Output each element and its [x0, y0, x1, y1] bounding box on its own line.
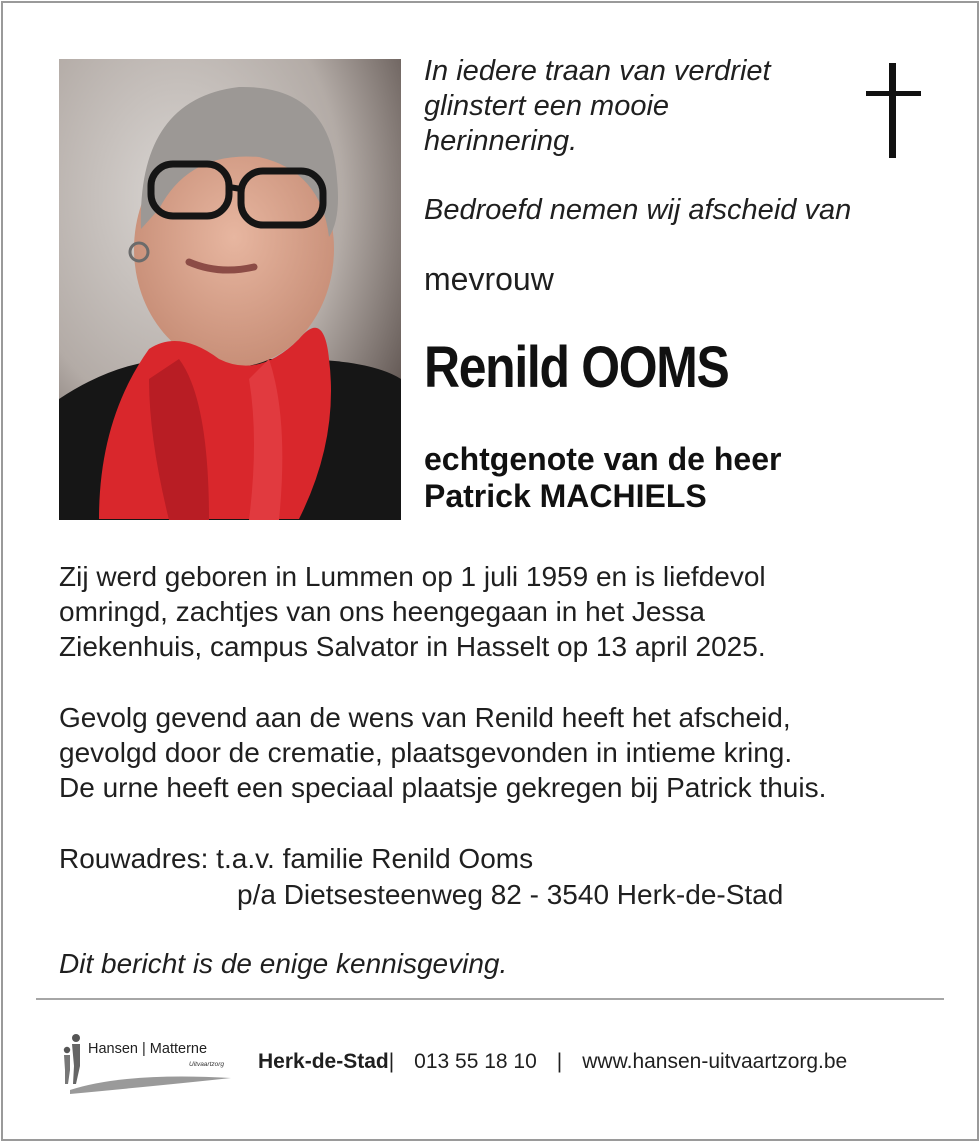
- address-line-2: p/a Dietsesteenweg 82 - 3540 Herk-de-Stad: [237, 879, 784, 910]
- paragraph-farewell: [59, 700, 939, 805]
- address-line-1: Rouwadres: t.a.v. familie Renild Ooms: [59, 843, 534, 874]
- quote-line: herinnering.: [424, 125, 578, 157]
- spouse-line-2: Patrick MACHIELS: [424, 478, 707, 514]
- separator: |: [556, 1050, 563, 1073]
- quote-line: In iedere traan van verdriet: [424, 55, 771, 87]
- footer-divider: [36, 998, 944, 1000]
- memorial-quote: [424, 54, 844, 159]
- salutation: mevrouw: [424, 261, 554, 297]
- text-line: Gevolg gevend aan de wens van Renild heeft het afscheid,: [59, 702, 791, 733]
- footer-town: Herk-de-Stad: [258, 1050, 389, 1073]
- notice-text: Dit bericht is de enige kennisgeving.: [59, 948, 508, 979]
- text-line: De urne heeft een speciaal plaatsje gekregen bij Patrick thuis.: [59, 772, 827, 803]
- paragraph-birth-death: [59, 559, 939, 664]
- text-line: gevolgd door de crematie, plaatsgevonden in intieme kring.: [59, 737, 793, 768]
- footer-website-link[interactable]: www.hansen-uitvaartzorg.be: [582, 1050, 848, 1073]
- logo-name: Hansen | Matterne: [88, 1041, 208, 1057]
- intro-text: Bedroefd nemen wij afscheid van: [424, 194, 852, 226]
- spouse-line-1: echtgenote van de heer: [424, 441, 782, 477]
- logo-subtitle: Uitvaartzorg: [189, 1061, 225, 1068]
- mourning-address: [59, 841, 783, 913]
- funeral-home-logo: [56, 1032, 236, 1094]
- cross-icon: [866, 63, 921, 158]
- portrait-photo: [59, 59, 401, 520]
- footer-contact: [258, 1050, 847, 1074]
- footer-phone[interactable]: 013 55 18 10: [414, 1050, 537, 1073]
- separator: |: [388, 1050, 395, 1073]
- quote-line: glinstert een mooie: [424, 90, 670, 122]
- text-line: Ziekenhuis, campus Salvator in Hasselt op 13 april 2025.: [59, 631, 766, 662]
- text-line: Zij werd geboren in Lummen op 1 juli 1959 en is liefdevol: [59, 561, 766, 592]
- text-line: omringd, zachtjes van ons heengegaan in het Jessa: [59, 596, 705, 627]
- spouse-info: [424, 441, 781, 515]
- deceased-name: Renild OOMS: [424, 335, 729, 400]
